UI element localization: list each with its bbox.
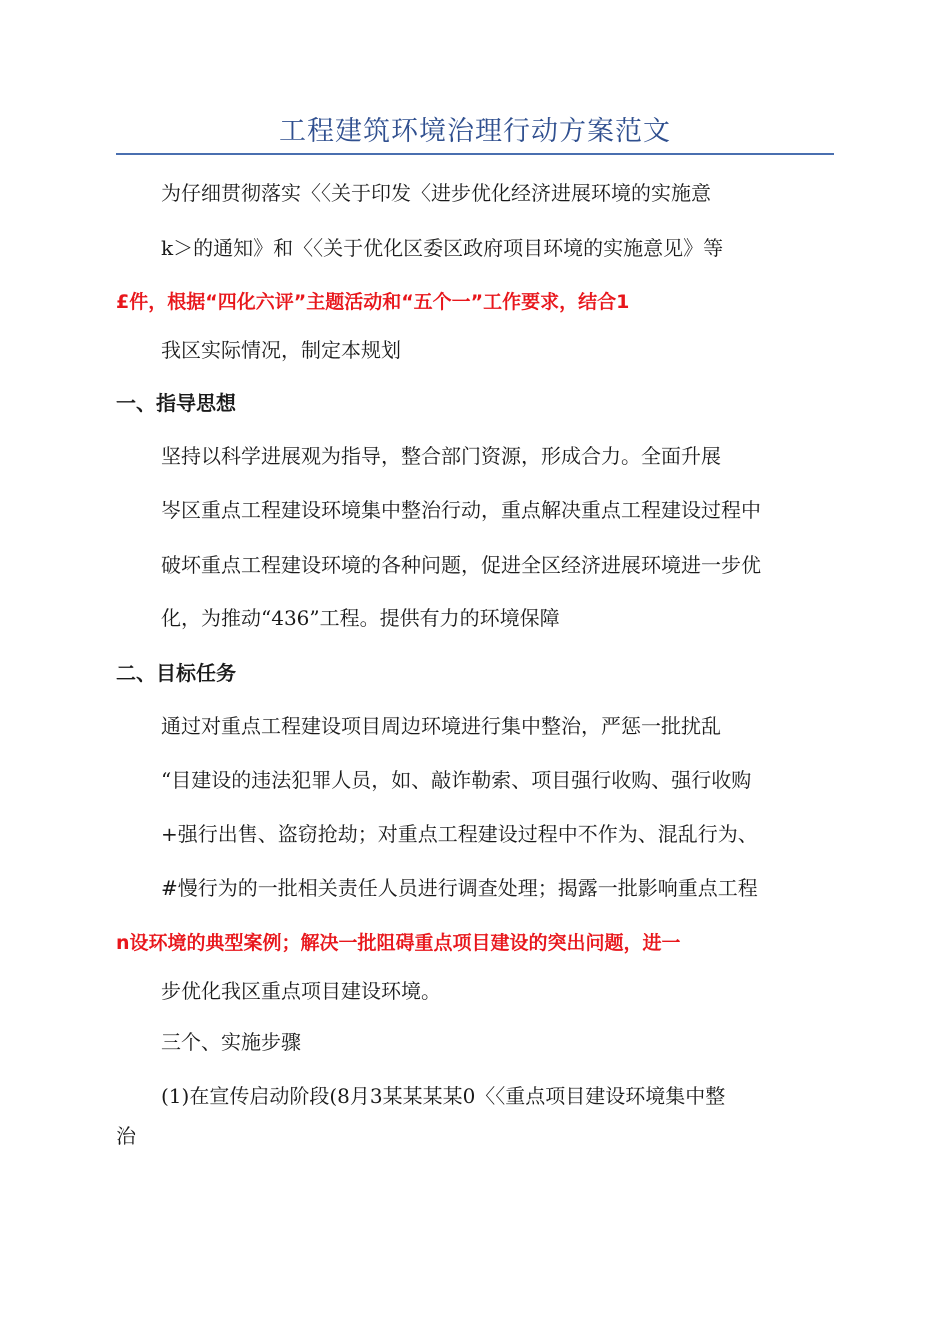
paragraph-line: 治 xyxy=(116,1124,136,1148)
highlighted-line: £件，根据“四化六评”主题活动和“五个一”工作要求，结合1 xyxy=(116,291,630,313)
paragraph-line: k＞的通知》和〈〈关于优化区委区政府项目环境的实施意见》等 xyxy=(161,236,724,260)
title-underline xyxy=(116,153,834,155)
section-heading-implementation-steps: 三个、实施步骤 xyxy=(161,1030,301,1054)
paragraph-line: 我区实际情况，制定本规划 xyxy=(161,338,401,362)
paragraph-line: +强行出售、盗窃抢劫；对重点工程建设过程中不作为、混乱行为、 xyxy=(161,822,758,846)
document-title: 工程建筑环境治理行动方案范文 xyxy=(279,116,671,147)
paragraph-line: 岑区重点工程建设环境集中整治行动，重点解决重点工程建设过程中 xyxy=(161,498,761,522)
section-heading-goals-tasks: 二、目标任务 xyxy=(116,661,236,685)
paragraph-line: 坚持以科学进展观为指导，整合部门资源，形成合力。全面升展 xyxy=(161,444,721,468)
paragraph-line: 通过对重点工程建设项目周边环境进行集中整治，严惩一批扰乱 xyxy=(161,714,721,738)
paragraph-line: 步优化我区重点项目建设环境。 xyxy=(161,979,441,1003)
highlighted-line: n设环境的典型案例；解决一批阻碍重点项目建设的突出问题，进一 xyxy=(116,932,681,954)
paragraph-line: “目建设的违法犯罪人员，如、敲诈勒索、项目强行收购、强行收购 xyxy=(161,768,752,792)
paragraph-line: (1)在宣传启动阶段(8月3某某某某0〈〈重点项目建设环境集中整 xyxy=(161,1084,726,1108)
paragraph-line: 破坏重点工程建设环境的各种问题，促进全区经济进展环境进一步优 xyxy=(161,553,761,577)
paragraph-line: #慢行为的一批相关责任人员进行调查处理；揭露一批影响重点工程 xyxy=(161,876,758,900)
paragraph-line: 为仔细贯彻落实〈〈关于印发〈进步优化经济进展环境的实施意 xyxy=(161,181,711,205)
section-heading-guiding-ideology: 一、指导思想 xyxy=(116,391,236,415)
paragraph-line: 化，为推动“436”工程。提供有力的环境保障 xyxy=(161,606,560,630)
